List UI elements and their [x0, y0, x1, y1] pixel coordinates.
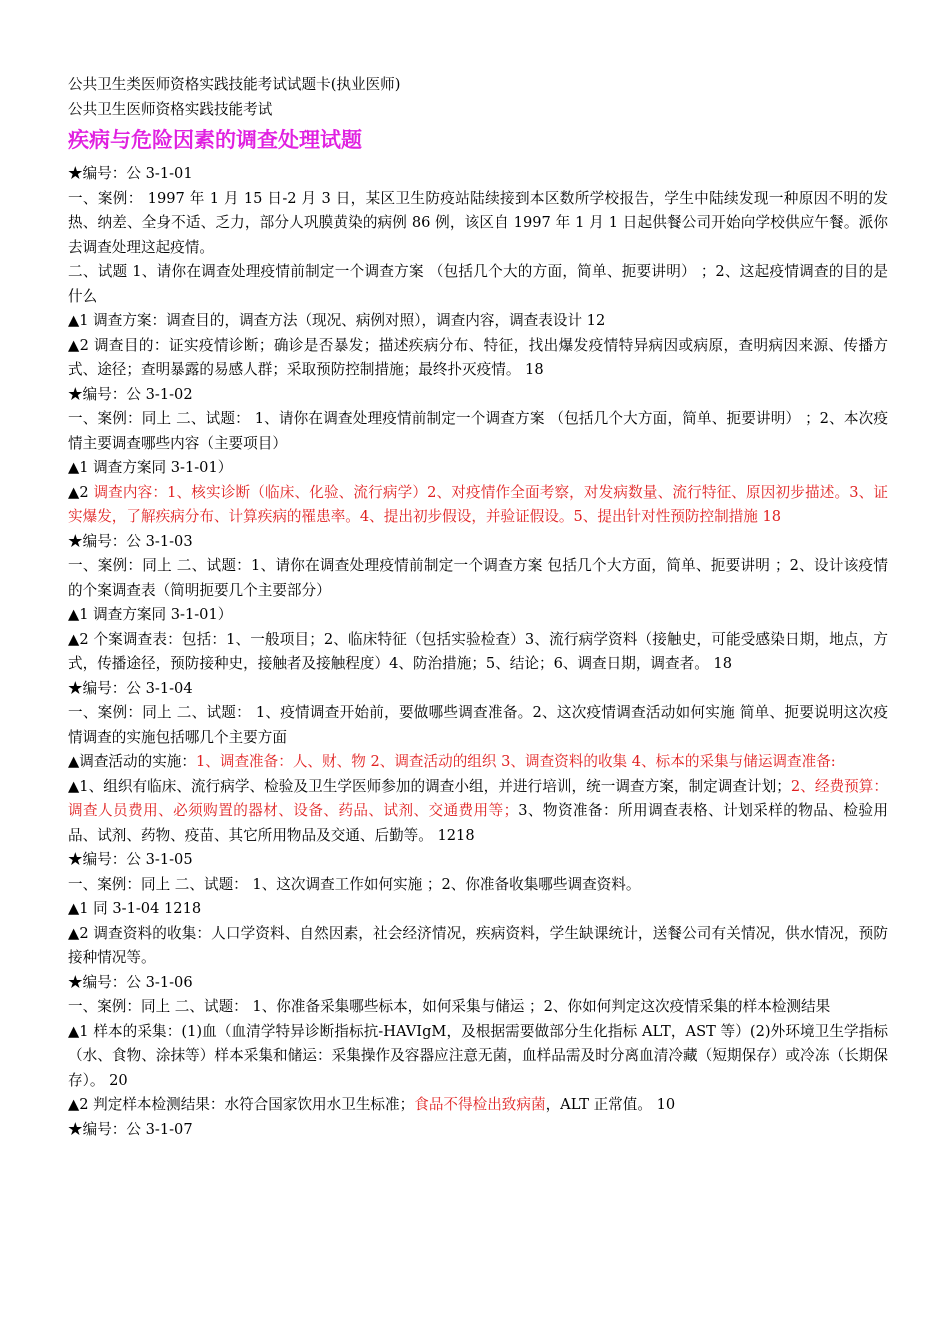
- paragraph-text: ▲2 调查资料的收集：人口学资料、自然因素，社会经济情况，疾病资料，学生缺课统计，送餐公司有关情况，供水情况，预防接种情况等。: [68, 924, 888, 966]
- document-body: [68, 162, 888, 1142]
- header-line-1: 公共卫生类医师资格实践技能考试试题卡(执业医师): [68, 76, 401, 93]
- paragraph: [68, 309, 888, 334]
- paragraph-text: ▲2 个案调查表：包括：1、一般项目；2、临床特征（包括实验检查）3、流行病学资料（接触史，可能受感染日期，地点，方式，传播途径，预防接种史，接触者及接触程度）4、防治措施；5、结论；6、调查日期，调查者。 18: [68, 630, 888, 672]
- header-line-2: 公共卫生医师资格实践技能考试: [68, 101, 273, 118]
- paragraph-text: ★编号：公 3-1-03: [68, 532, 193, 550]
- paragraph-text: ★编号：公 3-1-05: [68, 851, 193, 868]
- paragraph-text: ▲1 同 3-1-04 1218: [68, 900, 202, 917]
- paragraph-text: 一、案例：同上 二、试题： 1、请你在调查处理疫情前制定一个调查方案 （包括几个大方面，简单、扼要讲明） ；2、本次疫情主要调查哪些内容（主要项目）: [68, 410, 888, 452]
- paragraph: [68, 1093, 888, 1118]
- paragraph-text: ★编号：公 3-1-06: [68, 973, 193, 991]
- paragraph-text: ★编号：公 3-1-01: [68, 165, 193, 182]
- paragraph-text: ▲1 调查方案：调查目的，调查方法（现况、病例对照），调查内容，调查表设计 12: [68, 312, 606, 329]
- paragraph: [68, 407, 888, 456]
- paragraph-text: ★编号：公 3-1-04: [68, 679, 193, 697]
- highlighted-text: 2、经费预算：调查人员费用、必须购置的器材、设备、药品、试剂、交通费用等；: [68, 777, 888, 819]
- paragraph-text: ▲2: [68, 483, 94, 501]
- item-number: [68, 677, 888, 702]
- paragraph: [68, 1020, 888, 1094]
- item-number: [68, 848, 888, 873]
- item-number: [68, 971, 888, 996]
- paragraph-text: ★编号：公 3-1-07: [68, 1120, 193, 1138]
- highlighted-text: 1、调查准备：人、财、物 2、调查活动的组织 3、调查资料的收集 4、标本的采集与储运调查准备:: [195, 753, 836, 770]
- paragraph: [68, 554, 888, 603]
- paragraph-tail-text: 3、物资准备：所用调查表格、计划采样的物品、检验用品、试剂、药物、疫苗、其它所用物品及交通、后勤等。 1218: [68, 802, 888, 844]
- paragraph-text: 一、案例： 1997 年 1 月 15 日-2 月 3 日，某区卫生防疫站陆续接到本区数所学校报告，学生中陆续发现一种原因不明的发热、纳差、全身不适、乏力，部分人巩膜黄染的病例 86 例，该区自 1997 年 1 月 1 日起供餐公司开始向学校供应午餐。派你去调查处理这起疫情。: [68, 189, 888, 256]
- paragraph-text: ▲1 调查方案同 3-1-01）: [68, 606, 233, 623]
- paragraph: [68, 897, 888, 922]
- highlighted-text: 调查内容：1、核实诊断（临床、化验、流行病学）2、对疫情作全面考察，对发病数量、流行特征、原因初步描述。3、证实爆发，了解疾病分布、计算疾病的罹患率。4、提出初步假设，并验证假设。5、提出针对性预防控制措施 18: [68, 483, 888, 525]
- paragraph: [68, 873, 888, 898]
- paragraph-text: ▲2 判定样本检测结果：水符合国家饮用水卫生标准；: [68, 1096, 415, 1113]
- paragraph: [68, 701, 888, 750]
- paragraph-text: ▲1 调查方案同 3-1-01）: [68, 459, 233, 476]
- paragraph: [68, 775, 888, 849]
- paragraph-text: 一、案例：同上 二、试题： 1、这次调查工作如何实施 ；2、你准备收集哪些调查资料。: [68, 875, 641, 893]
- item-number: [68, 383, 888, 408]
- paragraph-text: ★编号：公 3-1-02: [68, 385, 193, 403]
- item-number: [68, 1118, 888, 1143]
- paragraph-text: ▲调查活动的实施：: [68, 753, 196, 770]
- paragraph-text: ▲1 样本的采集：(1)血（血清学特异诊断指标抗-HAVIgM，及根据需要做部分生化指标 ALT，AST 等）(2)外环境卫生学指标（水、食物、涂抹等）样本采集和储运：采集操作及容器应注意无菌，血样品需及时分离血清冷藏（短期保存）或冷冻（长期保存）。 20: [68, 1022, 888, 1089]
- paragraph: [68, 481, 888, 530]
- paragraph-tail-text: ，ALT 正常值。 10: [545, 1096, 676, 1113]
- paragraph-text: 一、案例：同上 二、试题： 1、疫情调查开始前，要做哪些调查准备。2、这次疫情调查活动如何实施 简单、扼要说明这次疫情调查的实施包括哪几个主要方面: [68, 704, 888, 746]
- paragraph-text: 二、试题 1、请你在调查处理疫情前制定一个调查方案 （包括几个大的方面，简单、扼要讲明） ；2、这起疫情调查的目的是什么: [68, 263, 888, 305]
- paragraph: [68, 187, 888, 261]
- highlighted-text: 食品不得检出致病菌: [414, 1096, 546, 1113]
- paragraph: [68, 334, 888, 383]
- paragraph: [68, 750, 888, 775]
- paragraph: [68, 603, 888, 628]
- item-number: [68, 162, 888, 187]
- paragraph-text: ▲1、组织有临床、流行病学、检验及卫生学医师参加的调查小组，并进行培训，统一调查方案，制定调查计划；: [68, 777, 791, 795]
- paragraph-text: 一、案例：同上 二、试题： 1、你准备采集哪些标本，如何采集与储运 ；2、你如何判定这次疫情采集的样本检测结果: [68, 998, 831, 1015]
- paragraph-text: ▲2 调查目的：证实疫情诊断；确诊是否暴发；描述疾病分布、特征，找出爆发疫情特异病因或病原，查明病因来源、传播方式、途径；查明暴露的易感人群；采取预防控制措施；最终扑灭疫情。 18: [68, 336, 888, 378]
- paragraph: [68, 456, 888, 481]
- item-number: [68, 530, 888, 555]
- paragraph-text: 一、案例：同上 二、试题：1、请你在调查处理疫情前制定一个调查方案 包括几个大方面，简单、扼要讲明 ；2、设计该疫情的个案调查表（简明扼要几个主要部分）: [68, 557, 888, 599]
- paragraph: [68, 922, 888, 971]
- paragraph: [68, 995, 888, 1020]
- document-title: 疾病与危险因素的调查处理试题: [68, 127, 362, 152]
- paragraph: [68, 628, 888, 677]
- paragraph: [68, 260, 888, 309]
